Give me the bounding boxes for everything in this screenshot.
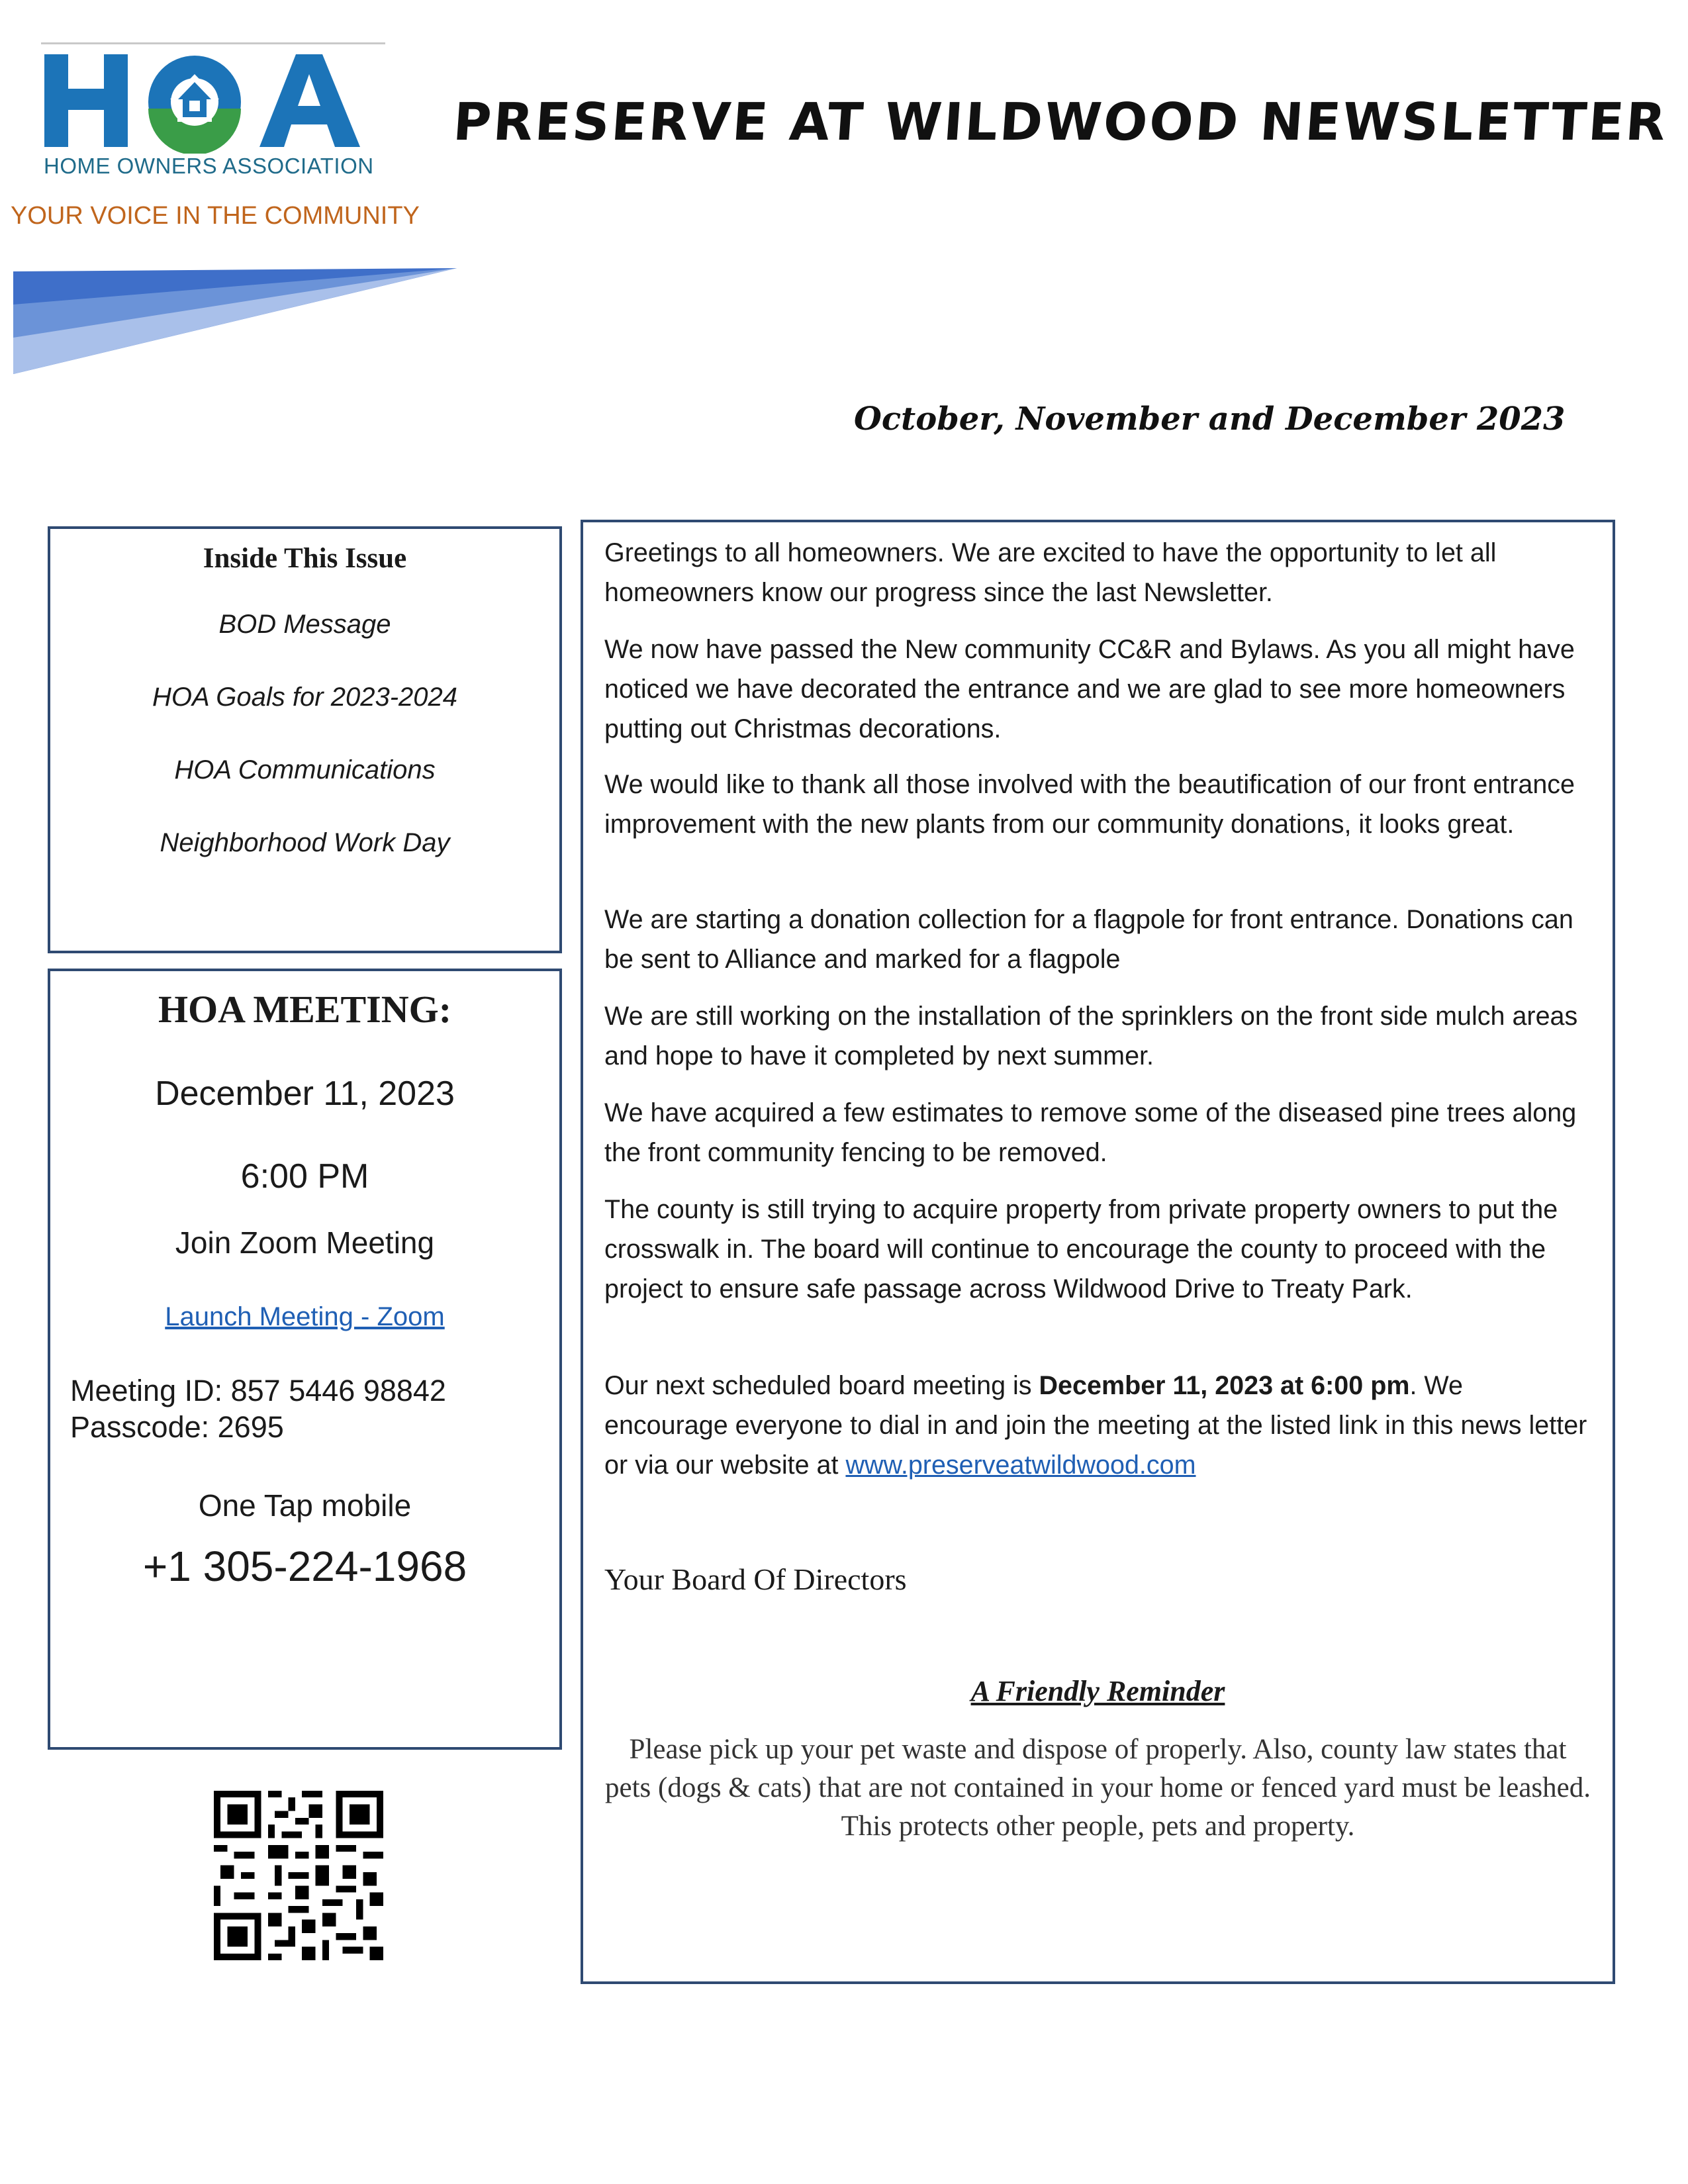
signoff: Your Board Of Directors [604, 1562, 907, 1596]
bod-message-box [581, 520, 1615, 1984]
passcode-value: 2695 [217, 1410, 284, 1444]
meeting-date: December 11, 2023 [155, 1074, 455, 1113]
tagline: YOUR VOICE IN THE COMMUNITY [11, 202, 420, 230]
passcode [70, 1410, 284, 1445]
message-paragraph: We now have passed the New community CC&R and Bylaws. As you all might have noticed we have decorated the entrance and we are glad to see more homeowners putting out Christmas decorations. [604, 635, 1575, 743]
message-paragraph: Greetings to all homeowners. We are excited to have the opportunity to let all homeowners know our progress since the last Newsletter. [604, 538, 1497, 607]
meeting-id-label: Meeting ID: [70, 1374, 223, 1407]
website-link[interactable]: www.preserveatwildwood.com [845, 1450, 1196, 1480]
logo-subtitle: HOME OWNERS ASSOCIATION [44, 154, 374, 178]
reminder-title: A Friendly Reminder [970, 1675, 1225, 1707]
inside-this-issue-box [48, 526, 562, 953]
meeting-id-value: 857 5446 98842 [230, 1374, 446, 1407]
one-tap-label: One Tap mobile [198, 1488, 412, 1523]
passcode-label: Passcode: [70, 1410, 210, 1444]
message-paragraph: We have acquired a few estimates to remove some of the diseased pine trees along the front community fencing to be removed. [604, 1098, 1577, 1167]
decorative-swoosh [13, 265, 457, 377]
qr-code[interactable] [214, 1791, 383, 1960]
inside-item: BOD Message [218, 610, 391, 639]
meeting-title: HOA MEETING: [158, 988, 452, 1031]
message-paragraph: We are still working on the installation of the sprinklers on the front side mulch areas and hope to have it completed by next summer. [604, 1002, 1578, 1070]
inside-item: HOA Communications [174, 755, 436, 784]
inside-item: Neighborhood Work Day [160, 828, 450, 857]
message-paragraph: We are starting a donation collection for a flagpole for front entrance. Donations can be sent to Alliance and marked for a flagpole [604, 905, 1573, 974]
hoa-logo [41, 41, 385, 180]
meeting-time: 6:00 PM [240, 1157, 369, 1196]
meeting-text-body: . We encourage everyone to dial in and join the meeting at the listed link in this news letter or via our website at [604, 1371, 1587, 1480]
phone-number[interactable]: +1 305-224-1968 [142, 1543, 467, 1590]
zoom-meeting-link[interactable]: Launch Meeting - Zoom [165, 1302, 445, 1331]
reminder-body: Please pick up your pet waste and dispose of properly. Also, county law states that pets (dogs & cats) that are not contained in your home or fenced yard must be leashed. This protects other people, pets and property. [604, 1734, 1591, 1842]
join-zoom-label: Join Zoom Meeting [175, 1225, 435, 1260]
meeting-id [70, 1374, 446, 1408]
hoa-logo-mark [41, 48, 385, 154]
hoa-meeting-box [48, 969, 562, 1750]
inside-item: HOA Goals for 2023-2024 [152, 683, 457, 712]
inside-title: Inside This Issue [203, 543, 407, 574]
message-paragraph: The county is still trying to acquire property from private property owners to put the crosswalk in. The board will continue to encourage the county to proceed with the project to ensure safe passage across Wildwood Drive to Treaty Park. [604, 1195, 1558, 1304]
issue-date: October, November and December 2023 [854, 401, 1566, 438]
meeting-paragraph [604, 1366, 1591, 1485]
newsletter-title: PRESERVE AT WILDWOOD NEWSLETTER [451, 93, 1670, 152]
message-paragraph: We would like to thank all those involved with the beautification of our front entrance improvement with the new plants from our community donations, it looks great. [604, 770, 1575, 839]
meeting-text-intro: Our next scheduled board meeting is [604, 1371, 1039, 1400]
meeting-date-time: December 11, 2023 at 6:00 pm [1039, 1371, 1410, 1400]
